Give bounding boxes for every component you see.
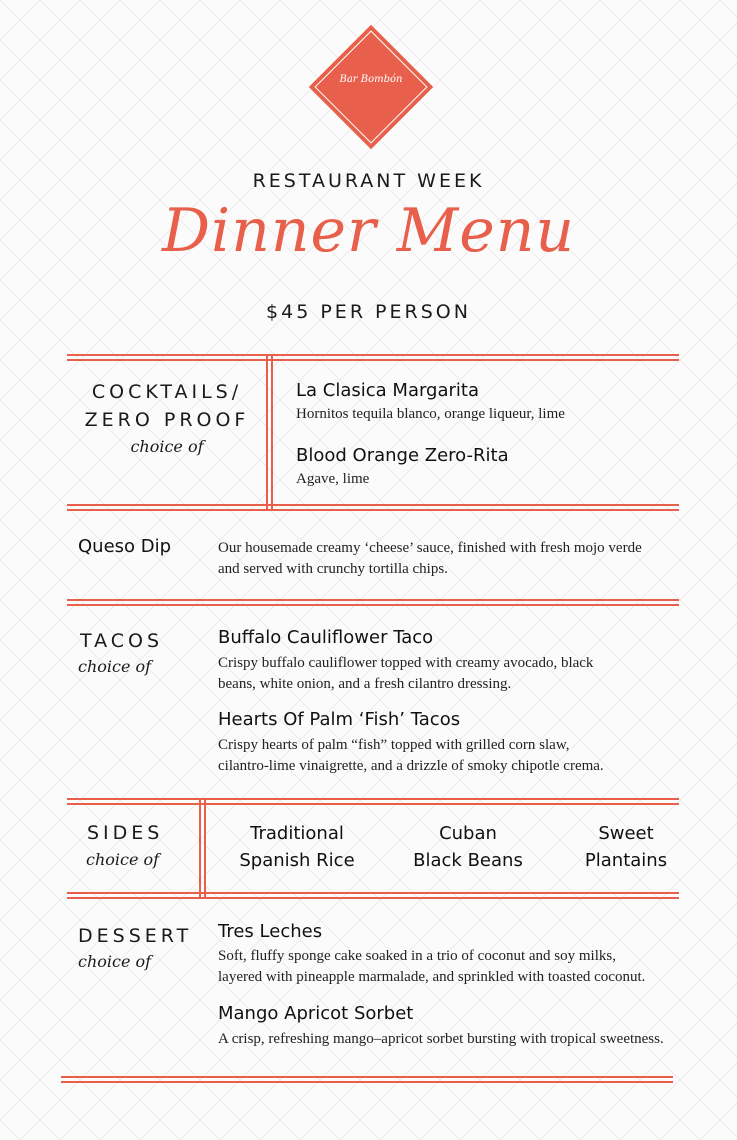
choice-of-label: choice of bbox=[78, 657, 152, 676]
divider-line bbox=[61, 1076, 673, 1083]
side-item bbox=[561, 820, 691, 874]
menu-item-desc: Agave, lime bbox=[296, 471, 370, 487]
logo-text: Bar Bombón bbox=[339, 74, 403, 85]
menu-item-title: Hearts Of Palm ‘Fish’ Tacos bbox=[218, 709, 461, 730]
side-item-line: Traditional bbox=[250, 823, 344, 844]
section-label-tacos: TACOS bbox=[80, 630, 164, 652]
divider-line bbox=[67, 504, 679, 511]
menu-item-title: La Clasica Margarita bbox=[296, 380, 479, 401]
queso-desc-line2: and served with crunchy tortilla chips. bbox=[218, 561, 448, 577]
side-item-line: Black Beans bbox=[413, 850, 523, 871]
menu-item-desc-line1: Soft, fluffy sponge cake soaked in a trio of coconut and soy milks, bbox=[218, 948, 616, 964]
divider-vertical bbox=[199, 798, 206, 898]
queso-title: Queso Dip bbox=[78, 536, 172, 557]
divider-line bbox=[67, 599, 679, 606]
divider-line bbox=[67, 892, 679, 899]
price-line: $45 PER PERSON bbox=[266, 301, 471, 323]
choice-of-label: choice of bbox=[86, 850, 160, 869]
divider-vertical bbox=[266, 354, 273, 510]
menu-item-title: Mango Apricot Sorbet bbox=[218, 1003, 414, 1024]
side-item bbox=[222, 820, 372, 874]
divider-line bbox=[67, 354, 679, 361]
event-kicker: RESTAURANT WEEK bbox=[252, 170, 485, 192]
menu-title: Dinner Menu bbox=[161, 196, 576, 266]
logo-diamond-icon bbox=[309, 25, 433, 149]
queso-desc-line1: Our housemade creamy ‘cheese’ sauce, finished with fresh mojo verde bbox=[218, 540, 642, 556]
menu-item-desc-line2: beans, white onion, and a fresh cilantro dressing. bbox=[218, 676, 512, 692]
side-item-line: Spanish Rice bbox=[239, 850, 355, 871]
menu-item-desc-line1: A crisp, refreshing mango–apricot sorbet bursting with tropical sweetness. bbox=[218, 1031, 664, 1047]
menu-item-title: Blood Orange Zero-Rita bbox=[296, 445, 509, 466]
section-label-sides: SIDES bbox=[87, 822, 164, 844]
choice-of-label: choice of bbox=[78, 952, 152, 971]
menu-item-desc-line1: Crispy hearts of palm “fish” topped with grilled corn slaw, bbox=[218, 737, 570, 753]
section-label-dessert: DESSERT bbox=[78, 925, 193, 947]
side-item-line: Plantains bbox=[584, 850, 668, 871]
section-label-cocktails-1: COCKTAILS/ bbox=[91, 381, 243, 403]
menu-item-title: Buffalo Cauliflower Taco bbox=[218, 627, 434, 648]
side-item-line: Sweet bbox=[598, 823, 654, 844]
side-item bbox=[393, 820, 543, 874]
menu-item-desc-line2: cilantro-lime vinaigrette, and a drizzle of smoky chipotle crema. bbox=[218, 758, 604, 774]
menu-item-desc-line1: Crispy buffalo cauliflower topped with creamy avocado, black bbox=[218, 655, 594, 671]
section-label-cocktails-2: ZERO PROOF bbox=[84, 409, 250, 431]
choice-of-label: choice of bbox=[130, 437, 204, 456]
menu-item-title: Tres Leches bbox=[218, 921, 323, 942]
menu-item-desc: Hornitos tequila blanco, orange liqueur, lime bbox=[296, 406, 565, 422]
side-item-line: Cuban bbox=[439, 823, 497, 844]
divider-line bbox=[67, 798, 679, 805]
menu-item-desc-line2: layered with pineapple marmalade, and sprinkled with toasted coconut. bbox=[218, 969, 646, 985]
